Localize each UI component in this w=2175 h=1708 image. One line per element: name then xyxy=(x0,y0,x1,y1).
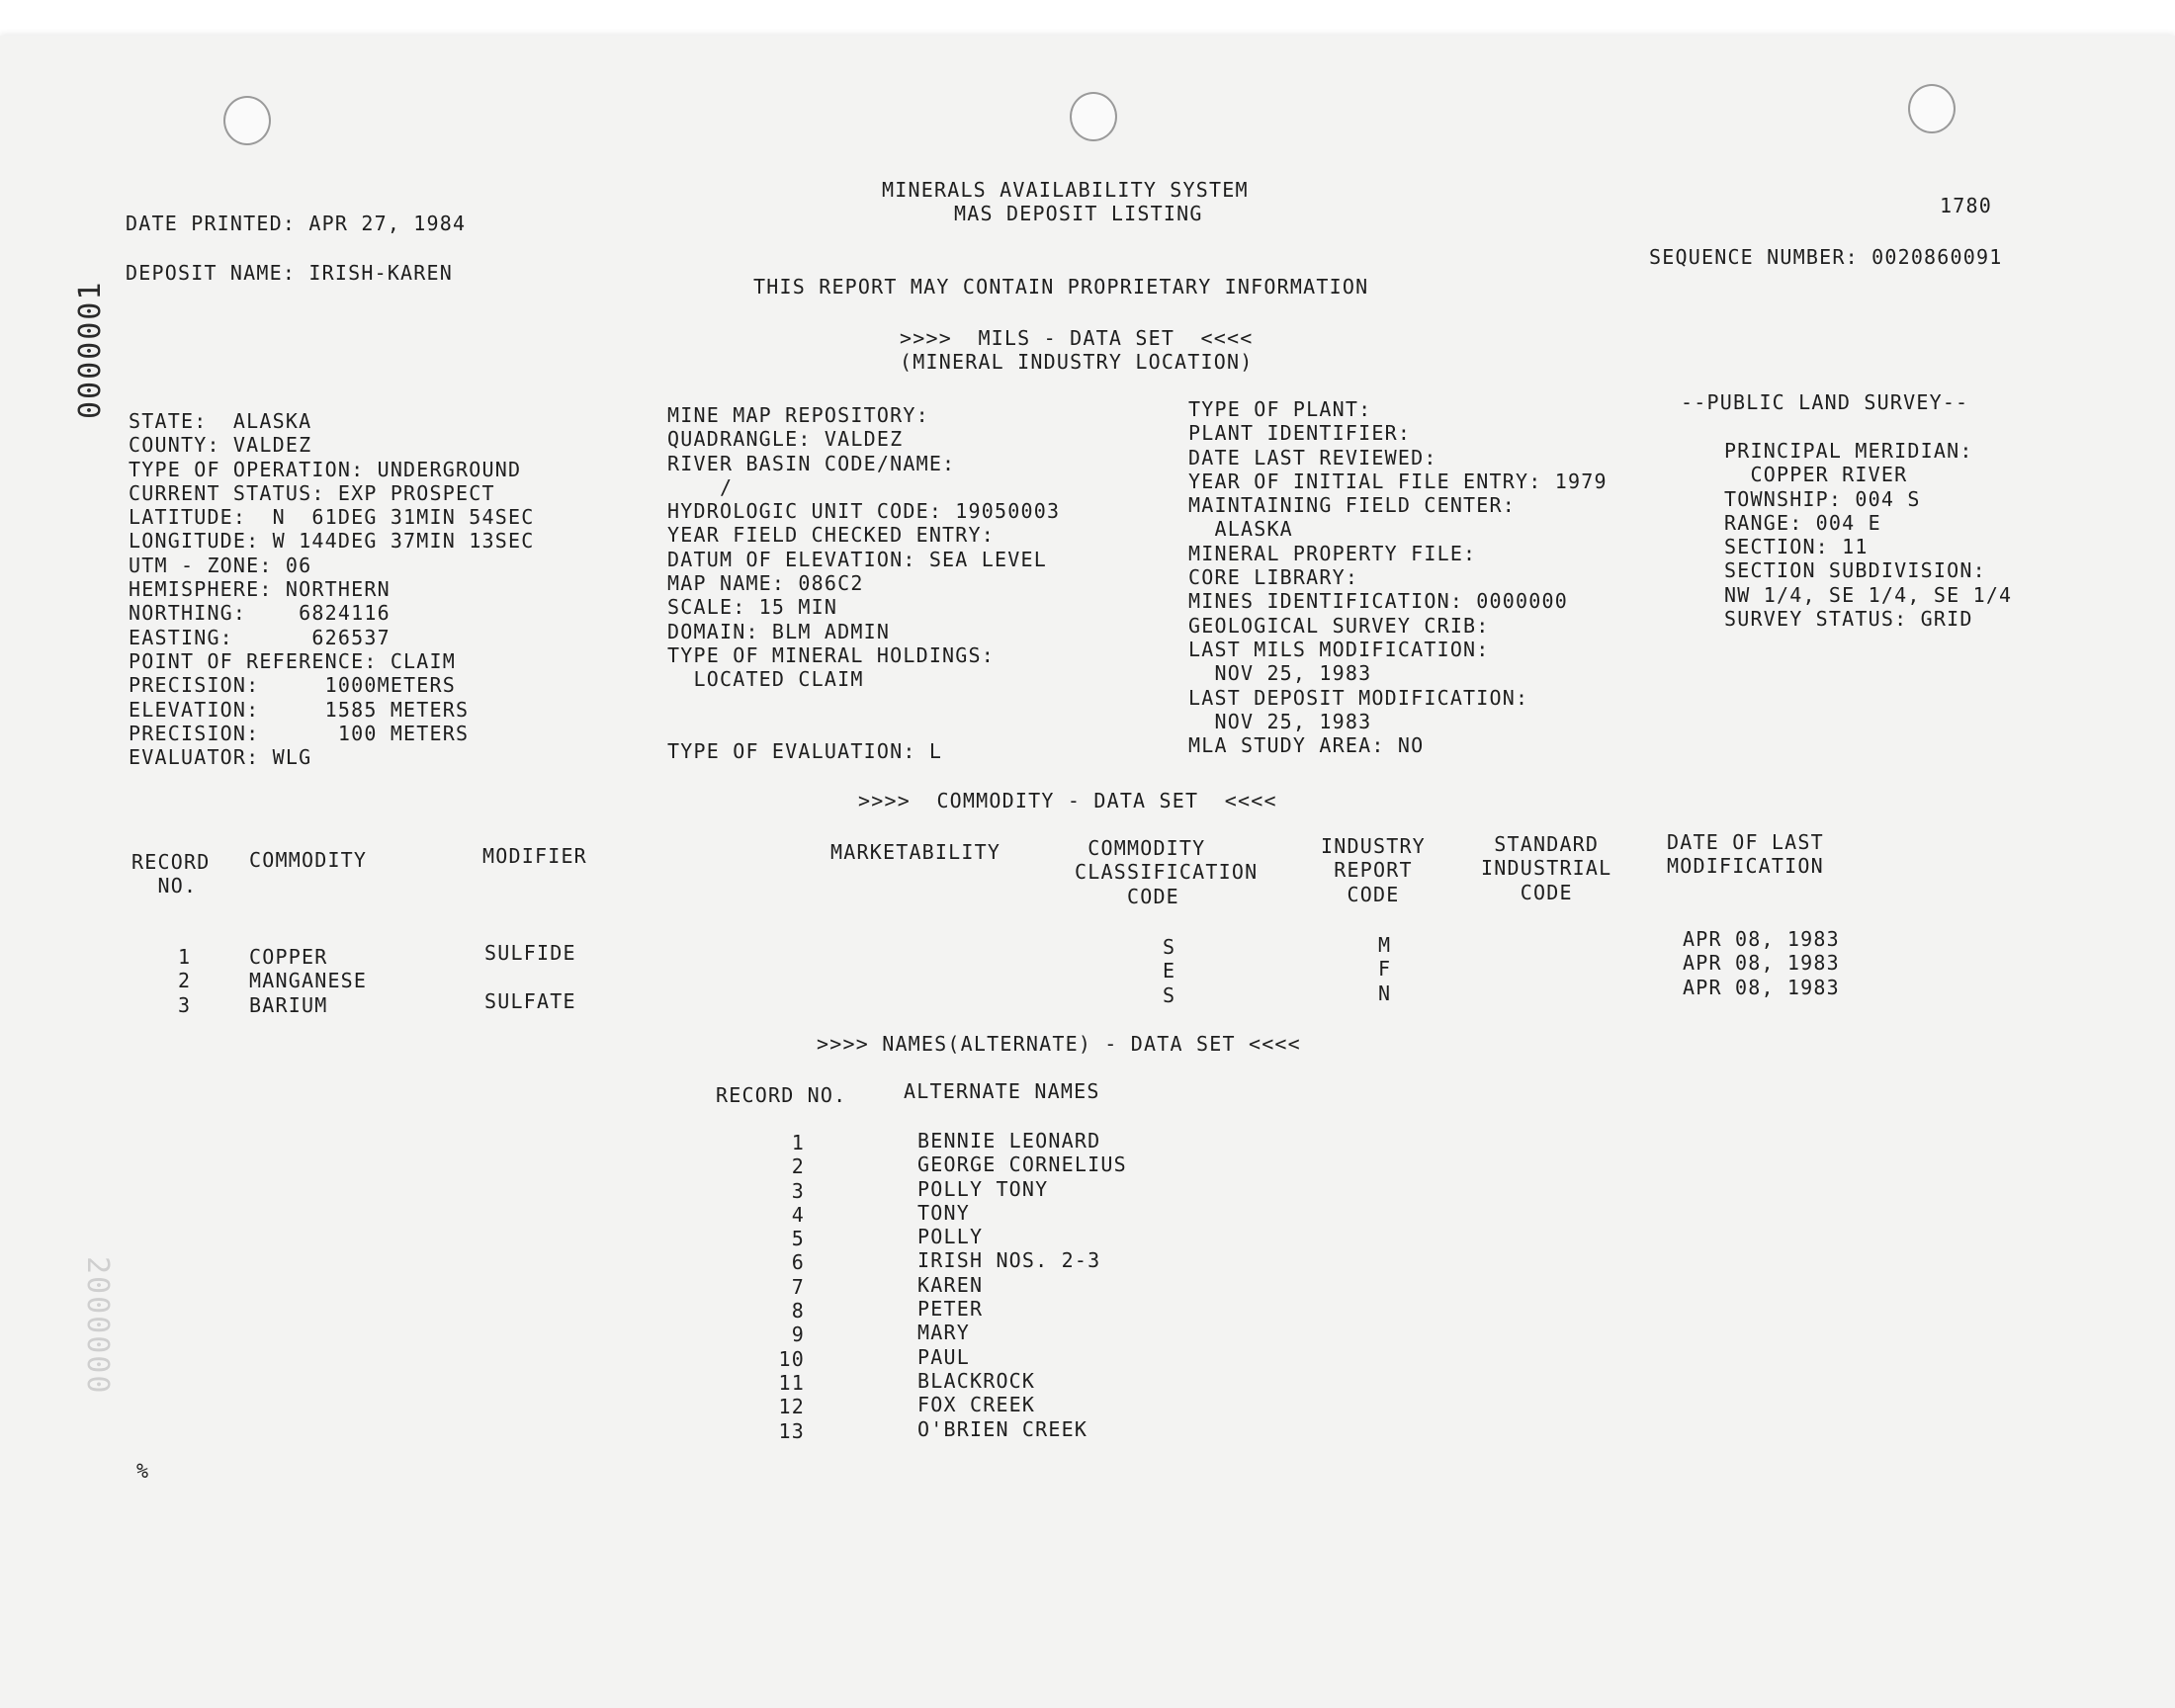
mils-field-line: TYPE OF OPERATION: UNDERGROUND xyxy=(129,457,522,481)
margin-stamp: 0000001 xyxy=(73,280,108,419)
punch-hole-right xyxy=(1908,84,1956,133)
mils-field-line: LONGITUDE: W 144DEG 37MIN 13SEC xyxy=(129,529,535,554)
alternate-name: PETER xyxy=(917,1297,984,1322)
mils-field-line: QUADRANGLE: VALDEZ xyxy=(667,427,904,452)
margin-stamp-faint: 2000000 xyxy=(80,1256,115,1396)
names-alternate-header: ALTERNATE NAMES xyxy=(904,1079,1100,1103)
commodity-industry-code: N xyxy=(1378,981,1392,1005)
alternate-name: KAREN xyxy=(917,1272,984,1297)
mils-field-line: UTM - ZONE: 06 xyxy=(129,553,312,577)
listing-title: MAS DEPOSIT LISTING xyxy=(954,202,1203,225)
mils-field-line: MINES IDENTIFICATION: 0000000 xyxy=(1188,589,1568,614)
mils-field-line: STATE: ALASKA xyxy=(129,409,312,433)
commodity-header-marketability xyxy=(830,840,1000,864)
names-record-no: 12 xyxy=(778,1395,805,1419)
mils-field-line: RIVER BASIN CODE/NAME: xyxy=(667,451,956,475)
commodity-modifier: SULFATE xyxy=(484,988,576,1013)
names-record-no: 11 xyxy=(778,1370,805,1395)
commodity-modification-date: APR 08, 1983 xyxy=(1683,927,1840,951)
mils-field-line: EASTING: 626537 xyxy=(129,625,391,649)
alternate-name: TONY xyxy=(917,1200,970,1225)
commodity-modification-date: APR 08, 1983 xyxy=(1683,975,1840,999)
mils-field-line: MAINTAINING FIELD CENTER: xyxy=(1188,493,1517,518)
commodity-header-industry-report xyxy=(1321,834,1426,906)
column-header-line: MARKETABILITY xyxy=(830,840,1001,864)
mils-field-line: GEOLOGICAL SURVEY CRIB: xyxy=(1188,613,1490,638)
column-header-line: CODE xyxy=(1321,882,1400,906)
mils-field-line: TYPE OF MINERAL HOLDINGS: xyxy=(667,642,996,667)
proprietary-notice: THIS REPORT MAY CONTAIN PROPRIETARY INFORMATION xyxy=(753,275,1369,299)
column-header-line: INDUSTRIAL xyxy=(1481,856,1612,881)
names-record-no: 7 xyxy=(791,1274,805,1299)
mils-field-line: PRECISION: 1000METERS xyxy=(129,673,457,698)
mils-field-line: LATITUDE: N 61DEG 31MIN 54SEC xyxy=(129,505,535,530)
commodity-header-date xyxy=(1667,830,1824,879)
mils-field-line: YEAR FIELD CHECKED ENTRY: xyxy=(667,523,996,548)
footer-mark: % xyxy=(136,1459,150,1483)
commodity-classification-code: S xyxy=(1163,982,1176,1007)
mils-field-line: DATE LAST REVIEWED: xyxy=(1188,445,1437,470)
sequence-number: SEQUENCE NUMBER: 0020860091 xyxy=(1649,245,2003,269)
alternate-names-list xyxy=(917,1129,1127,1441)
mils-field-line: POINT OF REFERENCE: CLAIM xyxy=(129,648,457,673)
column-header-line: CODE xyxy=(1075,884,1179,908)
commodity-classification-codes xyxy=(1163,935,1175,1007)
commodity-modification-dates xyxy=(1683,927,1840,999)
column-header-line: COMMODITY xyxy=(1075,836,1206,860)
land-survey-line: TOWNSHIP: 004 S xyxy=(1724,486,1921,511)
mils-subheading: (MINERAL INDUSTRY LOCATION) xyxy=(900,350,1254,374)
commodity-modifiers xyxy=(484,941,576,1013)
mils-field-line: PLANT IDENTIFIER: xyxy=(1188,421,1412,446)
names-record-no: 5 xyxy=(791,1227,805,1251)
column-header-line: INDUSTRY xyxy=(1321,834,1426,858)
column-header-line: COMMODITY xyxy=(249,848,368,872)
commodity-names xyxy=(249,945,367,1017)
mils-field-line: NORTHING: 6824116 xyxy=(129,601,391,626)
mils-field-line: EVALUATOR: WLG xyxy=(129,745,312,770)
mils-field-line: LAST DEPOSIT MODIFICATION: xyxy=(1188,685,1529,710)
mils-field-line: NOV 25, 1983 xyxy=(1188,709,1372,733)
column-header-line: CODE xyxy=(1481,880,1573,904)
mils-field-line xyxy=(667,716,1060,739)
names-record-no: 9 xyxy=(791,1323,805,1347)
commodity-record-no: 1 xyxy=(178,945,192,969)
column-header-line: DATE OF LAST xyxy=(1667,830,1824,854)
mils-field-line xyxy=(667,692,1060,716)
mils-location-column xyxy=(129,409,534,769)
mils-field-line: CURRENT STATUS: EXP PROSPECT xyxy=(129,480,495,505)
alternate-name: IRISH NOS. 2-3 xyxy=(917,1248,1101,1273)
names-record-no: 6 xyxy=(791,1250,805,1275)
names-record-no: 1 xyxy=(791,1131,805,1154)
commodity-record-numbers xyxy=(178,945,191,1017)
land-survey-line: NW 1/4, SE 1/4, SE 1/4 xyxy=(1724,582,2013,607)
commodity-record-no: 2 xyxy=(178,969,192,993)
land-survey-line: COPPER RIVER xyxy=(1724,463,1908,487)
mils-field-line: COUNTY: VALDEZ xyxy=(129,433,312,458)
commodity-heading: >>>> COMMODITY - DATA SET <<<< xyxy=(858,789,1277,812)
column-header-line: NO. xyxy=(131,874,198,898)
deposit-name: DEPOSIT NAME: IRISH-KAREN xyxy=(126,261,454,285)
commodity-industry-code: F xyxy=(1378,957,1392,982)
names-record-no: 4 xyxy=(791,1202,805,1227)
names-record-no: 2 xyxy=(791,1154,805,1179)
names-record-no: 8 xyxy=(791,1299,805,1324)
commodity-modification-date: APR 08, 1983 xyxy=(1683,951,1840,976)
mils-field-line: DOMAIN: BLM ADMIN xyxy=(667,619,891,643)
commodity-modifier: SULFIDE xyxy=(484,941,576,965)
commodity-classification-code: S xyxy=(1163,935,1176,959)
mils-field-line: MLA STUDY AREA: NO xyxy=(1188,733,1425,758)
alternate-name: BENNIE LEONARD xyxy=(917,1129,1101,1153)
names-record-no: 10 xyxy=(778,1346,805,1371)
column-header-line: MODIFICATION xyxy=(1667,854,1824,879)
document-page xyxy=(0,36,2175,1708)
alternate-name: BLACKROCK xyxy=(917,1368,1036,1393)
mils-field-line: YEAR OF INITIAL FILE ENTRY: 1979 xyxy=(1188,469,1608,493)
column-header-line: REPORT xyxy=(1321,858,1413,883)
land-survey-line: PRINCIPAL MERIDIAN: xyxy=(1724,439,1973,463)
mils-field-line: PRECISION: 100 METERS xyxy=(129,721,470,745)
land-survey-column xyxy=(1724,439,2012,631)
names-heading: >>>> NAMES(ALTERNATE) - DATA SET <<<< xyxy=(817,1032,1301,1056)
mils-map-column xyxy=(667,403,1060,763)
commodity-header-classification xyxy=(1075,836,1258,908)
mils-heading: >>>> MILS - DATA SET <<<< xyxy=(900,326,1254,350)
commodity-name: BARIUM xyxy=(249,992,328,1017)
punch-hole-center xyxy=(1070,92,1117,141)
commodity-header-modifier xyxy=(482,844,587,868)
mils-field-line: DATUM OF ELEVATION: SEA LEVEL xyxy=(667,547,1047,571)
alternate-name: POLLY TONY xyxy=(917,1176,1049,1201)
alternate-name: O'BRIEN CREEK xyxy=(917,1416,1088,1441)
land-survey-line: SECTION: 11 xyxy=(1724,535,1869,559)
system-title: MINERALS AVAILABILITY SYSTEM xyxy=(882,178,1249,202)
column-header-line: STANDARD xyxy=(1481,832,1600,856)
alternate-name: POLLY xyxy=(917,1225,984,1249)
mils-field-line: NOV 25, 1983 xyxy=(1188,661,1372,686)
names-record-header: RECORD NO. xyxy=(716,1083,847,1107)
mils-field-line: HYDROLOGIC UNIT CODE: 19050003 xyxy=(667,499,1061,524)
land-survey-line: RANGE: 004 E xyxy=(1724,510,1881,535)
date-printed: DATE PRINTED: APR 27, 1984 xyxy=(126,212,467,235)
punch-hole-left xyxy=(223,96,271,145)
alternate-name: MARY xyxy=(917,1321,970,1345)
commodity-name: COPPER xyxy=(249,945,328,969)
commodity-modifier xyxy=(484,965,576,988)
mils-field-line: CORE LIBRARY: xyxy=(1188,565,1359,590)
commodity-industry-code: M xyxy=(1378,933,1392,957)
alternate-name: FOX CREEK xyxy=(917,1393,1036,1417)
mils-field-line: MINE MAP REPOSITORY: xyxy=(667,403,929,427)
mils-field-line: SCALE: 15 MIN xyxy=(667,595,838,620)
mils-field-line: ELEVATION: 1585 METERS xyxy=(129,697,470,722)
mils-field-line: / xyxy=(667,474,734,499)
mils-field-line: LAST MILS MODIFICATION: xyxy=(1188,637,1490,661)
mils-field-line: LOCATED CLAIM xyxy=(667,667,864,692)
names-record-no: 13 xyxy=(778,1418,805,1443)
mils-field-line: ALASKA xyxy=(1188,517,1293,542)
alternate-name: GEORGE CORNELIUS xyxy=(917,1153,1127,1177)
land-survey-line: SURVEY STATUS: GRID xyxy=(1724,607,1973,632)
commodity-industry-codes xyxy=(1378,933,1391,1005)
names-record-numbers xyxy=(761,1131,805,1443)
alternate-name: PAUL xyxy=(917,1344,970,1369)
commodity-header-sic xyxy=(1481,832,1611,904)
column-header-line: MODIFIER xyxy=(482,844,587,868)
mils-field-line: MINERAL PROPERTY FILE: xyxy=(1188,541,1477,565)
mils-field-line: MAP NAME: 086C2 xyxy=(667,571,864,596)
column-header-line: RECORD xyxy=(131,850,211,874)
land-survey-line: SECTION SUBDIVISION: xyxy=(1724,558,1986,583)
commodity-classification-code: E xyxy=(1163,959,1176,983)
commodity-header-record xyxy=(131,850,210,898)
mils-file-column xyxy=(1188,397,1608,757)
mils-field-line: TYPE OF PLANT: xyxy=(1188,397,1372,421)
mils-field-line: TYPE OF EVALUATION: L xyxy=(667,739,943,764)
land-survey-heading: --PUBLIC LAND SURVEY-- xyxy=(1681,390,1969,414)
commodity-name: MANGANESE xyxy=(249,969,368,993)
page-number: 1780 xyxy=(1940,194,1992,217)
column-header-line: CLASSIFICATION xyxy=(1075,860,1259,885)
names-record-no: 3 xyxy=(791,1178,805,1203)
commodity-record-no: 3 xyxy=(178,992,192,1017)
mils-field-line: HEMISPHERE: NORTHERN xyxy=(129,577,391,602)
commodity-header-commodity xyxy=(249,848,367,872)
